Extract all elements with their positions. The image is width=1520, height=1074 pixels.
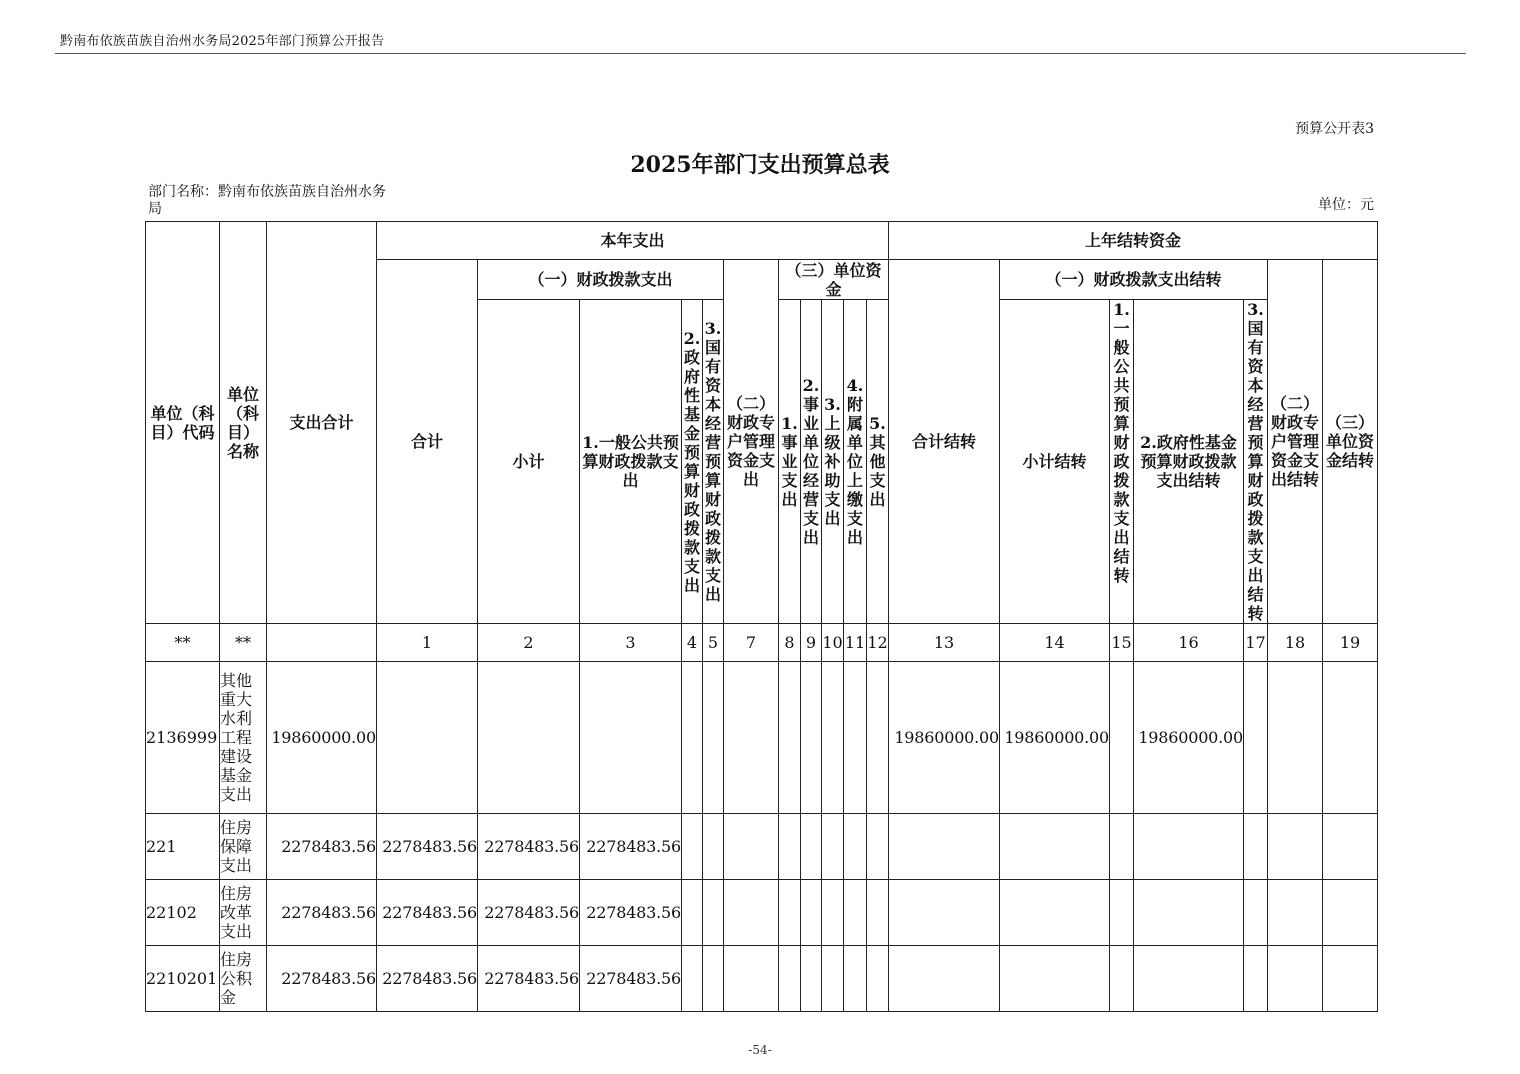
header-unit-name: 单位（科目）名称	[220, 222, 267, 624]
amount-cell	[867, 662, 889, 814]
amount-cell	[844, 814, 867, 880]
amount-cell	[779, 814, 801, 880]
header-current-year: 本年支出	[377, 222, 889, 260]
amount-cell	[801, 662, 822, 814]
table-number: 预算公开表3	[1295, 121, 1374, 137]
subject-code-cell: 2136999	[146, 662, 220, 814]
amount-cell	[889, 946, 1000, 1012]
column-index-cell: 18	[1268, 624, 1323, 662]
amount-cell	[724, 946, 779, 1012]
amount-cell	[1134, 814, 1244, 880]
header-carryover: 上年结转资金	[889, 222, 1378, 260]
amount-cell	[1244, 880, 1268, 946]
amount-cell	[779, 880, 801, 946]
amount-cell	[779, 662, 801, 814]
header-affiliate-remittance: 4.附属单位上缴支出	[844, 300, 867, 624]
amount-cell	[889, 814, 1000, 880]
amount-cell	[801, 946, 822, 1012]
amount-cell	[867, 946, 889, 1012]
amount-cell	[724, 662, 779, 814]
header-unit-funds: （三）单位资金	[779, 260, 889, 300]
amount-cell	[724, 814, 779, 880]
amount-cell: 19860000.00	[1000, 662, 1110, 814]
subject-code-cell: 221	[146, 814, 220, 880]
amount-cell	[1134, 946, 1244, 1012]
page-title: 2025年部门支出预算总表	[630, 152, 890, 178]
amount-cell	[844, 880, 867, 946]
subject-code-cell: 2210201	[146, 946, 220, 1012]
header-institution-expense: 1.事业支出	[779, 300, 801, 624]
unit-label: 单位：元	[1318, 197, 1374, 213]
header-unit-code: 单位（科目）代码	[146, 222, 220, 624]
amount-cell: 2278483.56	[580, 814, 682, 880]
amount-cell: 2278483.56	[267, 880, 377, 946]
header-carryover-total: 合计结转	[889, 260, 1000, 624]
column-index-cell: 13	[889, 624, 1000, 662]
amount-cell	[703, 880, 724, 946]
amount-cell	[889, 880, 1000, 946]
header-fiscal-carryover: （一）财政拨款支出结转	[1000, 260, 1268, 300]
header-general-carryover: 1.一般公共预算财政拨款支出结转	[1110, 300, 1134, 624]
column-index-cell: 15	[1110, 624, 1134, 662]
amount-cell	[682, 662, 703, 814]
amount-cell	[1323, 662, 1378, 814]
header-other-expense: 5.其他支出	[867, 300, 889, 624]
column-index-cell: 19	[1323, 624, 1378, 662]
column-index-cell: 16	[1134, 624, 1244, 662]
column-index-cell: 4	[682, 624, 703, 662]
amount-cell	[1268, 946, 1323, 1012]
amount-cell	[822, 814, 844, 880]
amount-cell	[377, 662, 478, 814]
amount-cell	[1000, 814, 1110, 880]
header-fiscal-allocation: （一）财政拨款支出	[478, 260, 724, 300]
amount-cell	[703, 662, 724, 814]
amount-cell	[682, 880, 703, 946]
column-index-cell: 1	[377, 624, 478, 662]
amount-cell	[801, 880, 822, 946]
column-index-cell: 3	[580, 624, 682, 662]
amount-cell: 2278483.56	[377, 880, 478, 946]
header-state-capital: 3.国有资本经营预算财政拨款支出	[703, 300, 724, 624]
table-row	[146, 946, 1378, 1012]
department-label: 部门名称：黔南布依族苗族自治州水务局	[148, 184, 386, 217]
amount-cell	[801, 814, 822, 880]
column-index-cell: 8	[779, 624, 801, 662]
column-index-cell: 9	[801, 624, 822, 662]
amount-cell	[580, 662, 682, 814]
running-header: 黔南布依族苗族自治州水务局2025年部门预算公开报告	[60, 34, 385, 49]
table-row	[146, 880, 1378, 946]
amount-cell	[1268, 880, 1323, 946]
header-superior-subsidy: 3.上级补助支出	[822, 300, 844, 624]
amount-cell	[867, 814, 889, 880]
table-row	[146, 662, 1378, 814]
amount-cell: 19860000.00	[267, 662, 377, 814]
amount-cell: 2278483.56	[478, 880, 580, 946]
amount-cell	[844, 662, 867, 814]
amount-cell: 2278483.56	[267, 946, 377, 1012]
header-government-fund: 2.政府性基金预算财政拨款支出	[682, 300, 703, 624]
column-index-cell: 17	[1244, 624, 1268, 662]
amount-cell: 19860000.00	[1134, 662, 1244, 814]
column-index-cell: 7	[724, 624, 779, 662]
amount-cell	[1244, 946, 1268, 1012]
amount-cell	[1110, 662, 1134, 814]
amount-cell	[478, 662, 580, 814]
header-govfund-carryover: 2.政府性基金预算财政拨款支出结转	[1134, 300, 1244, 624]
header-current-total: 合计	[377, 260, 478, 624]
column-index-row	[146, 624, 1378, 662]
amount-cell	[1110, 946, 1134, 1012]
page-number: -54-	[748, 1043, 772, 1057]
subject-name-cell: 其他重大水利工程建设基金支出	[220, 662, 267, 814]
column-index-cell: 10	[822, 624, 844, 662]
header-unit-carryover: （三）单位资金结转	[1323, 260, 1378, 624]
header-state-capital-carryover: 3.国有资本经营预算财政拨款支出结转	[1244, 300, 1268, 624]
amount-cell	[822, 880, 844, 946]
amount-cell	[822, 662, 844, 814]
amount-cell	[1323, 814, 1378, 880]
subject-name-cell: 住房保障支出	[220, 814, 267, 880]
header-divider	[55, 53, 1466, 54]
amount-cell: 19860000.00	[889, 662, 1000, 814]
expenditure-budget-table	[145, 221, 1378, 1012]
header-total: 支出合计	[267, 222, 377, 624]
amount-cell	[1134, 880, 1244, 946]
amount-cell	[1000, 880, 1110, 946]
column-index-cell: 12	[867, 624, 889, 662]
amount-cell: 2278483.56	[377, 946, 478, 1012]
header-special-account: （二）财政专户管理资金支出	[724, 260, 779, 624]
header-subtotal-carryover: 小计结转	[1000, 300, 1110, 624]
amount-cell: 2278483.56	[478, 814, 580, 880]
subject-code-cell: 22102	[146, 880, 220, 946]
amount-cell	[682, 814, 703, 880]
column-index-cell	[267, 624, 377, 662]
amount-cell	[724, 880, 779, 946]
amount-cell	[1323, 880, 1378, 946]
amount-cell	[1268, 814, 1323, 880]
subject-name-cell: 住房改革支出	[220, 880, 267, 946]
column-index-cell: 2	[478, 624, 580, 662]
amount-cell: 2278483.56	[267, 814, 377, 880]
amount-cell	[779, 946, 801, 1012]
amount-cell	[1244, 814, 1268, 880]
table-row	[146, 814, 1378, 880]
amount-cell: 2278483.56	[580, 880, 682, 946]
column-index-cell: **	[146, 624, 220, 662]
amount-cell	[844, 946, 867, 1012]
amount-cell	[1244, 662, 1268, 814]
amount-cell	[682, 946, 703, 1012]
header-general-budget: 1.一般公共预算财政拨款支出	[580, 300, 682, 624]
subject-name-cell: 住房公积金	[220, 946, 267, 1012]
amount-cell	[1110, 814, 1134, 880]
amount-cell	[703, 814, 724, 880]
amount-cell: 2278483.56	[377, 814, 478, 880]
amount-cell: 2278483.56	[478, 946, 580, 1012]
amount-cell	[1000, 946, 1110, 1012]
header-institution-operation: 2.事业单位经营支出	[801, 300, 822, 624]
column-index-cell: 14	[1000, 624, 1110, 662]
column-index-cell: 5	[703, 624, 724, 662]
amount-cell: 2278483.56	[580, 946, 682, 1012]
amount-cell	[822, 946, 844, 1012]
amount-cell	[1323, 946, 1378, 1012]
amount-cell	[867, 880, 889, 946]
header-special-carryover: （二）财政专户管理资金支出结转	[1268, 260, 1323, 624]
column-index-cell: **	[220, 624, 267, 662]
column-index-cell: 11	[844, 624, 867, 662]
amount-cell	[703, 946, 724, 1012]
amount-cell	[1110, 880, 1134, 946]
amount-cell	[1268, 662, 1323, 814]
header-subtotal: 小计	[478, 300, 580, 624]
